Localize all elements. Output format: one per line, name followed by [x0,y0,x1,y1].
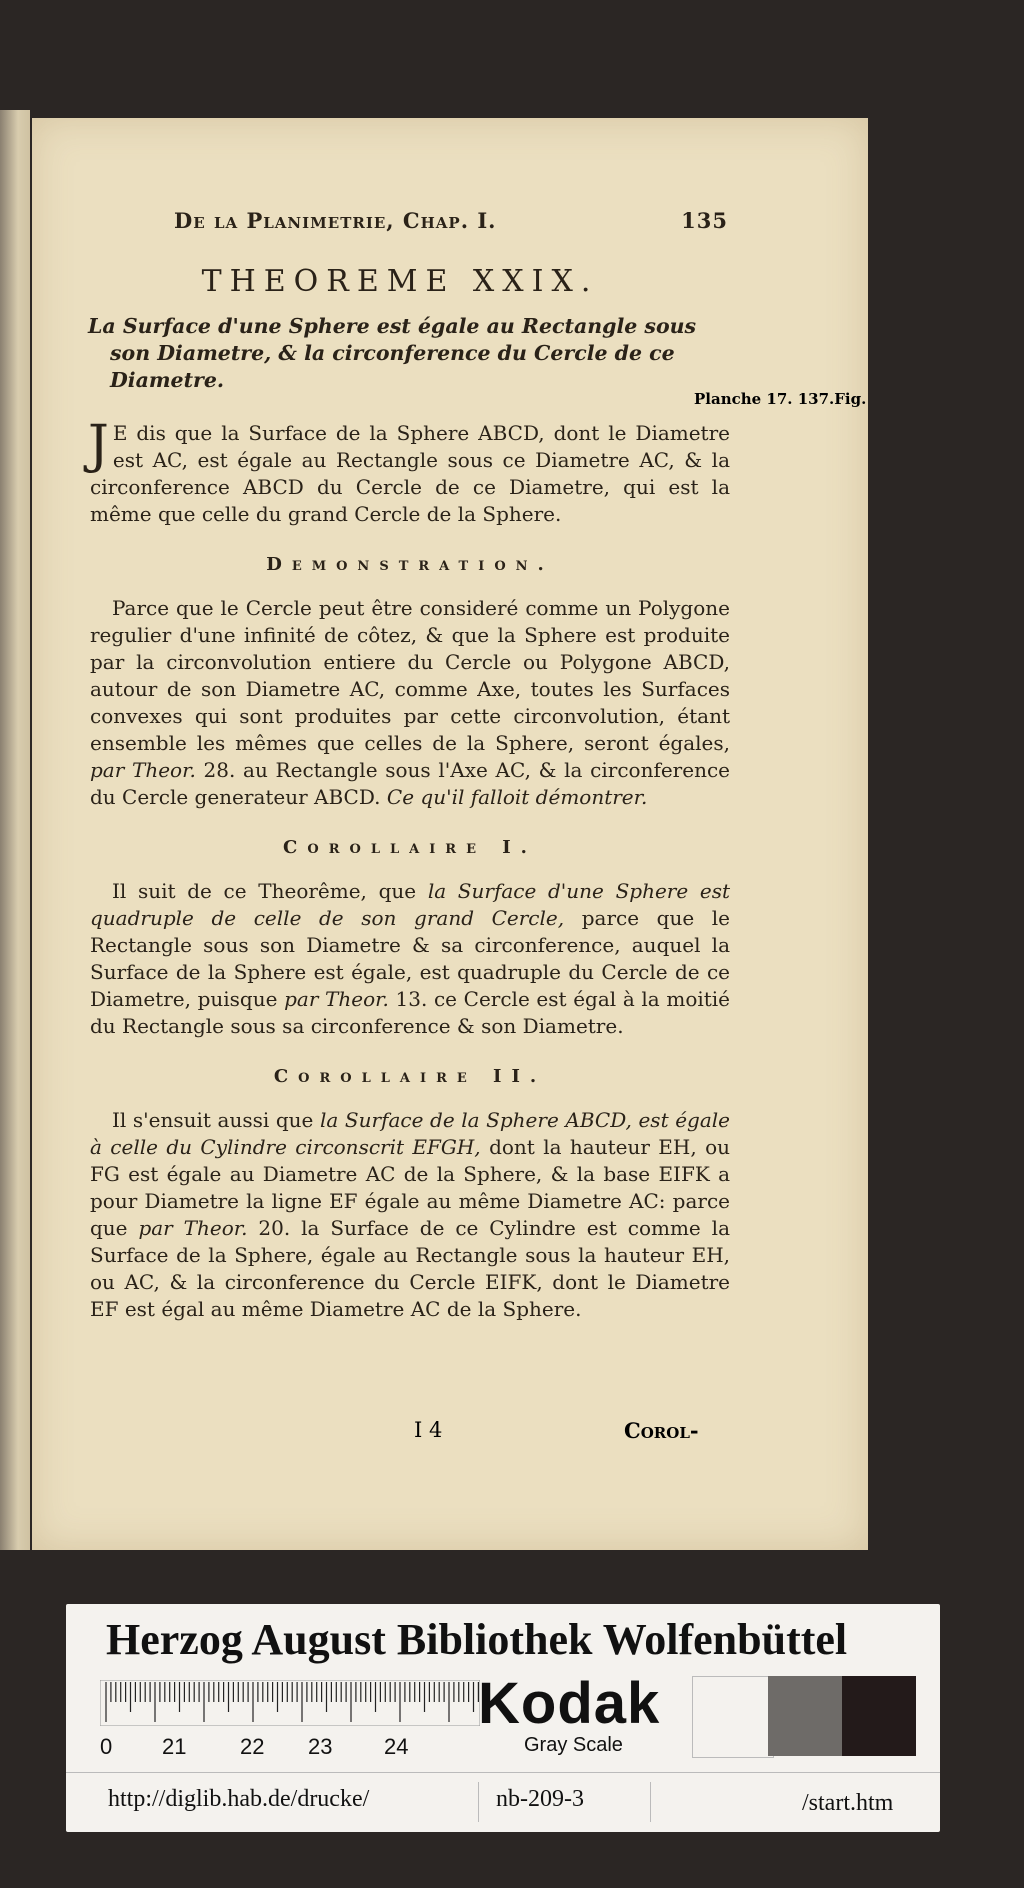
demonstration-heading: Demonstration. [266,554,554,575]
corollary1-text-a: Il suit de ce Theorême, que [112,879,417,903]
ruler-number-22: 22 [240,1734,265,1759]
signature-mark: I 4 [414,1418,443,1442]
corollary1-paragraph [90,878,730,1040]
demonstration-text-b: 28. au Rectangle sous l'Axe AC, & la circonference du Cercle generateur ABCD. [90,758,730,809]
corollary2-paragraph [90,1107,730,1323]
demonstration-paragraph [90,595,730,811]
corollary2-text-b: dont la hauteur EH, ou FG est égale au Diametre AC de la Sphere, & la base EIFK a pour Diametre la ligne EF égale au même Diametre AC: parce que [90,1135,731,1240]
running-head [90,208,730,238]
theorem-paragraph [88,415,730,528]
footer-divider-right [650,1782,651,1822]
start-page: /start.htm [802,1790,894,1816]
ruler-number-0: 0 [100,1734,113,1759]
facing-page-edge [0,110,30,1550]
catchword: Corol- [624,1418,699,1443]
demonstration-reference: par Theor. [90,758,196,782]
corollary1-reference: par Theor. [284,987,389,1011]
ruler-number-21: 21 [162,1734,187,1759]
swatch-black [842,1676,916,1756]
demonstration-text-a: Parce que le Cercle peut être consideré comme un Polygone regulier d'une infinité de côtez, & que la Sphere est produite par la circonvolution entiere du Cercle ou Polygone ABCD, autour de son Diametre AC, comme Axe, toutes les Surfaces convexes qui sont produites par cette circonvolution, étant ensemble les mêmes que celles de la Sphere, seront égales, [90,596,730,755]
swatch-gray [768,1676,842,1756]
ruler-number-24: 24 [384,1734,409,1759]
drop-capital: J [88,415,109,475]
corollary2-text-c: 20. la Surface de ce Cylindre est comme la Surface de la Sphere, égale au Rectangle sous la hauteur EH, ou AC, & la circonference du Cercle EIFK, dont le Diametre EF est égal au même Diametre AC de la Sphere. [90,1216,731,1321]
color-calibration-card [66,1604,940,1832]
corollary1-text-c: 13. ce Cercle est égal à la moitié du Rectangle sous sa circonference & son Diametre. [90,987,731,1038]
page-footer [122,1418,762,1448]
book-page [32,118,868,1550]
ruler-ticks-icon [100,1680,480,1726]
footer-divider-left [478,1782,479,1822]
corollary2-reference: par Theor. [138,1216,248,1240]
card-footer [66,1776,940,1826]
running-head-title: De la Planimetrie, Chap. I. [174,208,497,233]
corollary2-heading: Corollaire II. [273,1066,547,1087]
corollary1-italic: la Surface d'une Sphere est quadruple de celle de son grand Cercle, [90,879,731,930]
digital-library-url: http://diglib.hab.de/drucke/ [108,1786,370,1812]
corollary2-italic: la Surface de la Sphere ABCD, est égale à celle du Cylindre circonscrit EFGH, [90,1108,730,1159]
ruler-number-23: 23 [308,1734,333,1759]
page-number: 135 [681,208,728,233]
swatch-white [692,1676,774,1758]
theorem-paragraph-text: E dis que la Surface de la Sphere ABCD, dont le Diametre est AC, est égale au Rectangle sous ce Diametre AC, & la circonference ABCD du Cercle de ce Diametre, qui est la même que celle du grand Cercle de la Sphere. [90,421,730,526]
card-divider [66,1772,940,1773]
corollary1-heading: Corollaire I. [283,837,537,858]
page-text [90,208,730,1323]
gray-scale-label: Gray Scale [524,1734,623,1756]
margin-note: Planche 17. 137.Fig. [694,390,867,408]
kodak-logo: Kodak [478,1671,661,1736]
shelfmark: nb-209-3 [496,1786,584,1812]
theorem-heading: THEOREME XXIX. [201,264,599,299]
corollary1-text-b: parce que le Rectangle sous son Diametre & sa circonference, auquel la Surface de la Sphere est égale, est quadruple du Cercle de ce Diametre, puisque [90,906,731,1011]
corollary2-text-a: Il s'ensuit aussi que [112,1108,314,1132]
theorem-statement: La Surface d'une Sphere est égale au Rectangle sous son Diametre, & la circonference du Cercle de ce Diametre. [88,314,697,392]
library-name: Herzog August Bibliothek Wolfenbüttel [106,1615,848,1664]
demonstration-qed: Ce qu'il falloit démontrer. [386,785,648,809]
measurement-ruler [100,1670,520,1780]
